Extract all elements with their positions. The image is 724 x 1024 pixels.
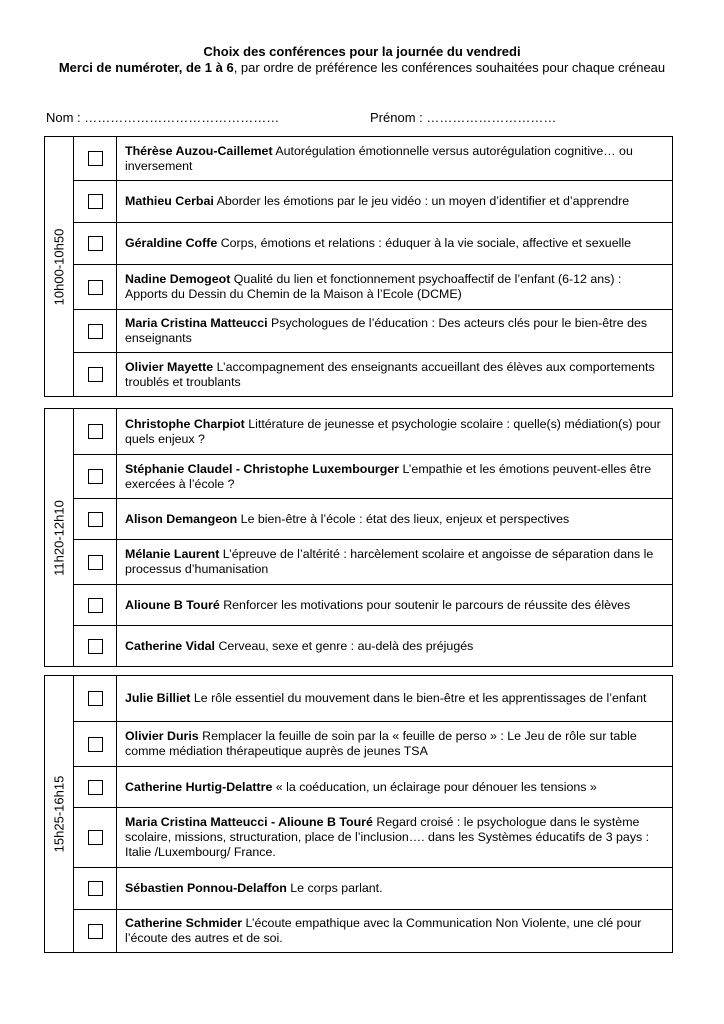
conference-list (74, 409, 672, 666)
conference-title: Regard croisé : le psychologue dans le système scolaire, missions, structuration, place de l’inclusion…. dans les Systèmes éducatifs de 3 pays : Italie /Luxembourg/ France. (125, 815, 650, 859)
conference-title: « la coéducation, un éclairage pour dénouer les tensions » (275, 779, 597, 794)
speaker-name: Catherine Schmider (125, 916, 243, 930)
preference-checkbox[interactable] (88, 691, 103, 706)
conference-row (74, 180, 672, 222)
conference-title: Remplacer la feuille de soin par la « feuille de perso » : Le Jeu de rôle sur table comme médiation thérapeutique auprès de jeunes TSA (125, 729, 637, 758)
session-time: 11h20-12h10 (51, 499, 67, 576)
conference-row (74, 766, 672, 807)
preference-checkbox[interactable] (88, 830, 103, 845)
preference-checkbox[interactable] (88, 367, 103, 382)
conference-list (74, 676, 672, 952)
speaker-name: Julie Billiet (125, 691, 191, 705)
preference-checkbox[interactable] (88, 555, 103, 570)
speaker-name: Mélanie Laurent (125, 547, 220, 561)
form-instruction (0, 60, 724, 76)
instruction-rest: , par ordre de préférence les conférences souhaitées pour chaque créneau (233, 60, 666, 75)
speaker-name: Stéphanie Claudel - Christophe Luxembourger (125, 461, 400, 476)
preference-checkbox[interactable] (88, 151, 103, 166)
session-block-2 (44, 408, 673, 667)
session-time: 15h25-16h15 (51, 775, 67, 853)
session-time-cell (45, 137, 74, 396)
session-time-cell (45, 409, 74, 666)
conference-title: Le corps parlant. (290, 881, 383, 895)
session-time-cell (45, 676, 74, 952)
conference-row (74, 352, 672, 396)
conference-title: Qualité du lien et fonctionnement psychoaffectif de l’enfant (6-12 ans) : Apports du Dessin du Chemin de la Maison à l’Ecole (DCME) (125, 272, 622, 301)
conference-title: Autorégulation émotionnelle versus autorégulation cognitive… ou inversement (125, 143, 633, 173)
session-block-3 (44, 675, 673, 953)
conference-row (74, 498, 672, 539)
conference-row (74, 137, 672, 180)
preference-checkbox[interactable] (88, 469, 103, 484)
name-fields (46, 110, 557, 125)
preference-checkbox[interactable] (88, 598, 103, 613)
speaker-name: Maria Cristina Matteucci (125, 316, 268, 330)
session-time: 10h00-10h50 (51, 228, 67, 305)
speaker-name: Géraldine Coffe (125, 236, 218, 250)
conference-title: L’épreuve de l’altérité : harcèlement scolaire et angoisse de séparation dans le processus d’humanisation (125, 547, 654, 576)
conference-title: Aborder les émotions par le jeu vidéo : un moyen d’identifier et d’apprendre (216, 194, 630, 208)
conference-row (74, 409, 672, 454)
speaker-name: Christophe Charpiot (125, 416, 245, 431)
speaker-name: Olivier Duris (125, 729, 199, 743)
conference-title: Renforcer les motivations pour soutenir le parcours de réussite des élèves (223, 597, 631, 612)
speaker-name: Sébastien Ponnou-Delaffon (125, 881, 287, 895)
instruction-bold: Merci de numéroter, de 1 à 6 (58, 60, 234, 75)
conference-title: Le rôle essentiel du mouvement dans le bien-être et les apprentissages de l’enfant (193, 691, 647, 705)
conference-row (74, 309, 672, 352)
preference-checkbox[interactable] (88, 324, 103, 339)
preference-checkbox[interactable] (88, 780, 103, 795)
conference-title: Cerveau, sexe et genre : au-delà des préjugés (218, 638, 474, 653)
conference-title: L’accompagnement des enseignants accueillant des élèves aux comportements troublés et troublants (125, 359, 655, 389)
conference-row (74, 867, 672, 909)
conference-row (74, 721, 672, 766)
conference-title: L’empathie et les émotions peuvent-elles être exercées à l’école ? (125, 461, 652, 491)
speaker-name: Nadine Demogeot (125, 272, 231, 286)
conference-title: Corps, émotions et relations : éduquer à la vie sociale, affective et sexuelle (220, 236, 631, 250)
conference-row (74, 454, 672, 498)
form-header (0, 44, 724, 76)
preference-checkbox[interactable] (88, 424, 103, 439)
speaker-name: Maria Cristina Matteucci - Alioune B Touré (125, 815, 373, 829)
conference-title: L’écoute empathique avec la Communication Non Violente, une clé pour l’écoute des autres et de soi. (125, 916, 642, 945)
conference-row (74, 676, 672, 721)
speaker-name: Catherine Hurtig-Delattre (125, 779, 273, 794)
conference-title: Le bien-être à l’école : état des lieux, enjeux et perspectives (240, 511, 570, 526)
preference-checkbox[interactable] (88, 881, 103, 896)
session-block-1 (44, 136, 673, 397)
speaker-name: Mathieu Cerbai (125, 194, 214, 208)
preference-checkbox[interactable] (88, 512, 103, 527)
speaker-name: Thérèse Auzou-Caillemet (125, 143, 273, 158)
speaker-name: Alioune B Touré (125, 597, 220, 612)
conference-title: Littérature de jeunesse et psychologie scolaire : quelle(s) médiation(s) pour quels enjeux ? (125, 416, 661, 446)
preference-checkbox[interactable] (88, 280, 103, 295)
conference-list (74, 137, 672, 396)
conference-row (74, 909, 672, 952)
preference-checkbox[interactable] (88, 737, 103, 752)
nom-field[interactable]: Nom : ……………………………………… (46, 110, 280, 125)
conference-row (74, 264, 672, 309)
form-title: Choix des conférences pour la journée du vendredi (203, 44, 521, 59)
conference-row (74, 807, 672, 867)
preference-checkbox[interactable] (88, 194, 103, 209)
prenom-field[interactable]: Prénom : ………………………… (370, 110, 557, 125)
conference-row (74, 222, 672, 264)
preference-checkbox[interactable] (88, 236, 103, 251)
speaker-name: Catherine Vidal (125, 638, 215, 653)
speaker-name: Olivier Mayette (125, 359, 214, 374)
speaker-name: Alison Demangeon (125, 511, 238, 526)
preference-checkbox[interactable] (88, 924, 103, 939)
conference-row (74, 539, 672, 584)
conference-row (74, 584, 672, 625)
conference-title: Psychologues de l’éducation : Des acteurs clés pour le bien-être des enseignants (125, 316, 648, 345)
preference-checkbox[interactable] (88, 639, 103, 654)
conference-row (74, 625, 672, 666)
